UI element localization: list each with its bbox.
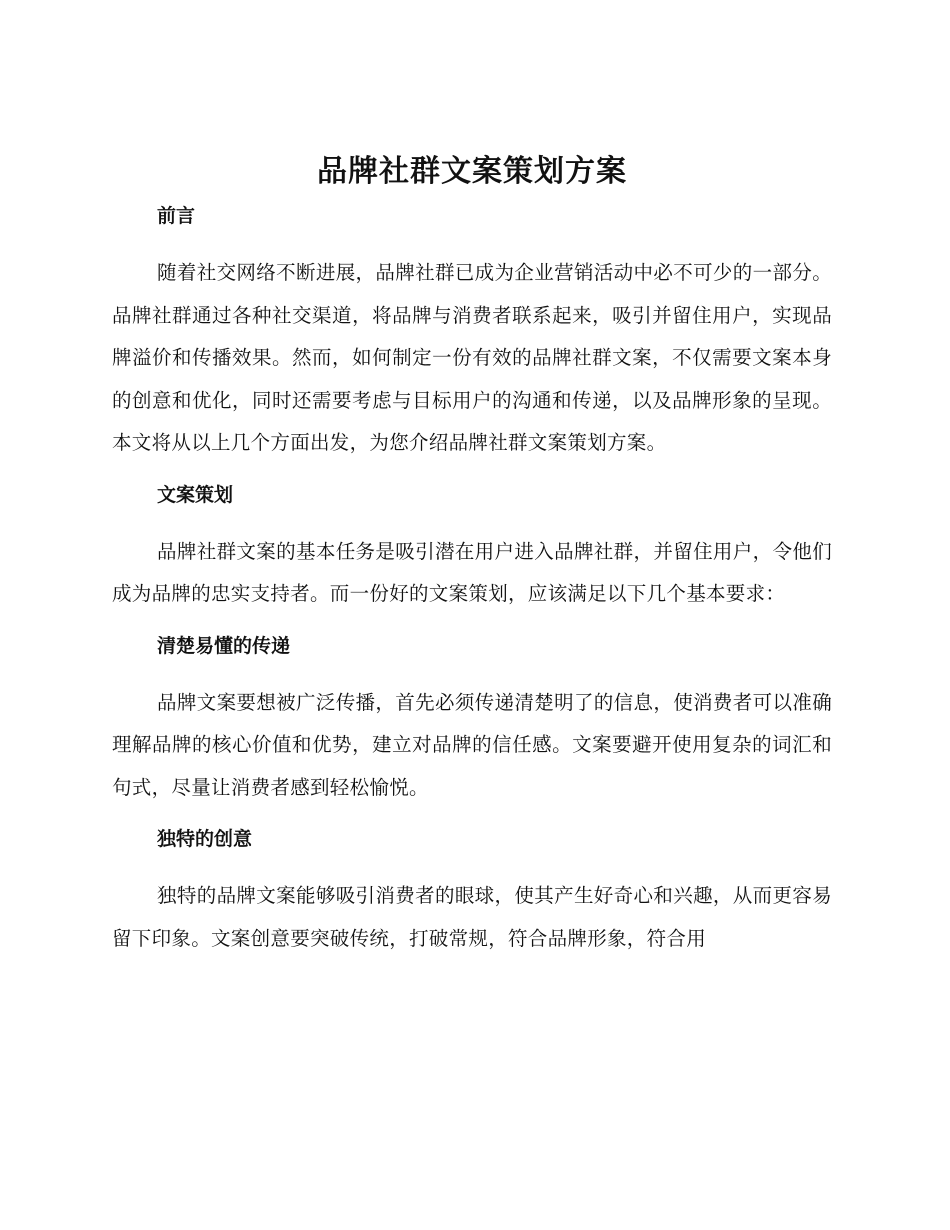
section-paragraph-unique-creativity: 独特的品牌文案能够吸引消费者的眼球，使其产生好奇心和兴趣，从而更容易留下印象。文案创意要突破传统，打破常规，符合品牌形象，符合用 [112, 884, 832, 950]
section-paragraph-preface: 随着社交网络不断进展，品牌社群已成为企业营销活动中必不可少的一部分。品牌社群通过各种社交渠道，将品牌与消费者联系起来，吸引并留住用户，实现品牌溢价和传播效果。然而，如何制定一份有效的品牌社群文案，不仅需要文案本身的创意和优化，同时还需要考虑与目标用户的沟通和传递，以及品牌形象的呈现。本文将从以上几个方面出发，为您介绍品牌社群文案策划方案。 [112, 261, 832, 454]
section-paragraph-clear-delivery: 品牌文案要想被广泛传播，首先必须传递清楚明了的信息，使消费者可以准确理解品牌的核心价值和优势，建立对品牌的信任感。文案要避开使用复杂的词汇和句式，尽量让消费者感到轻松愉悦。 [112, 690, 832, 799]
section-heading-copy-planning: 文案策划 [157, 483, 234, 506]
section-heading-unique-creativity: 独特的创意 [157, 828, 253, 850]
document-title: 品牌社群文案策划方案 [317, 154, 627, 189]
document-content [112, 150, 832, 976]
section-heading-clear-delivery: 清楚易懂的传递 [157, 634, 291, 657]
section-heading-preface: 前言 [157, 205, 196, 227]
section-paragraph-copy-planning: 品牌社群文案的基本任务是吸引潜在用户进入品牌社群，并留住用户，令他们成为品牌的忠实支持者。而一份好的文案策划，应该满足以下几个基本要求： [112, 539, 832, 605]
